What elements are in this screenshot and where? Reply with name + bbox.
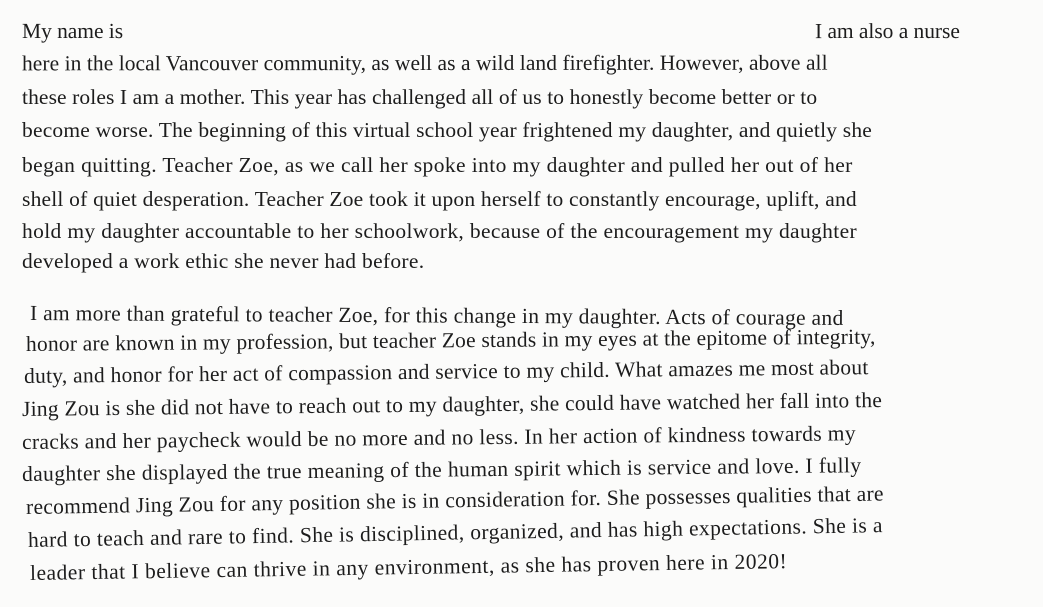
paragraph-2-line-8: hard to teach and rare to find. She is disciplined, organized, and has high expectations. She is a — [27, 513, 884, 552]
paragraph-2-line-3: duty, and honor for her act of compassion and service to my child. What amazes me most about — [23, 355, 869, 388]
paragraph-1-line-2: here in the local Vancouver community, as well as a wild land firefighter. However, above all — [21, 50, 828, 76]
paragraph-2-line-5: cracks and her paycheck would be no more and no less. In her action of kindness towards my — [21, 421, 857, 454]
paragraph-1-line-4: become worse. The beginning of this virtual school year frightened my daughter, and quietly she — [22, 118, 873, 142]
paragraph-2-line-6: daughter she displayed the true meaning of the human spirit which is service and love. I fully — [21, 453, 862, 486]
paragraph-2-line-2: honor are known in my profession, but teacher Zoe stands in my eyes at the epitome of integrity, — [25, 324, 876, 356]
paragraph-1-line-3: these roles I am a mother. This year has challenged all of us to honestly become better or to — [22, 85, 818, 109]
paragraph-2-line-9: leader that I believe can thrive in any environment, as she has proven here in 2020! — [29, 549, 788, 585]
paragraph-2-line-1: I am more than grateful to teacher Zoe, for this change in my daughter. Acts of courage and — [29, 301, 844, 330]
paragraph-1-line-8: developed a work ethic she never had before. — [22, 249, 425, 273]
paragraph-2-line-7: recommend Jing Zou for any position she is in consideration for. She possesses qualities that are — [25, 481, 884, 519]
paragraph-1-line-1b: I am also a nurse — [814, 18, 960, 44]
paragraph-1-line-1a: My name is — [21, 18, 124, 44]
paragraph-1-line-5: began quitting. Teacher Zoe, as we call her spoke into my daughter and pulled her out of her — [22, 153, 853, 177]
paragraph-2-line-4: Jing Zou is she did not have to reach out to my daughter, she could have watched her fall into the — [21, 387, 883, 421]
paragraph-1-line-6: shell of quiet desperation. Teacher Zoe took it upon herself to constantly encourage, uplift, and — [22, 187, 857, 211]
paragraph-1-line-7: hold my daughter accountable to her schoolwork, because of the encouragement my daughter — [22, 219, 857, 243]
name-redaction — [150, 20, 805, 44]
